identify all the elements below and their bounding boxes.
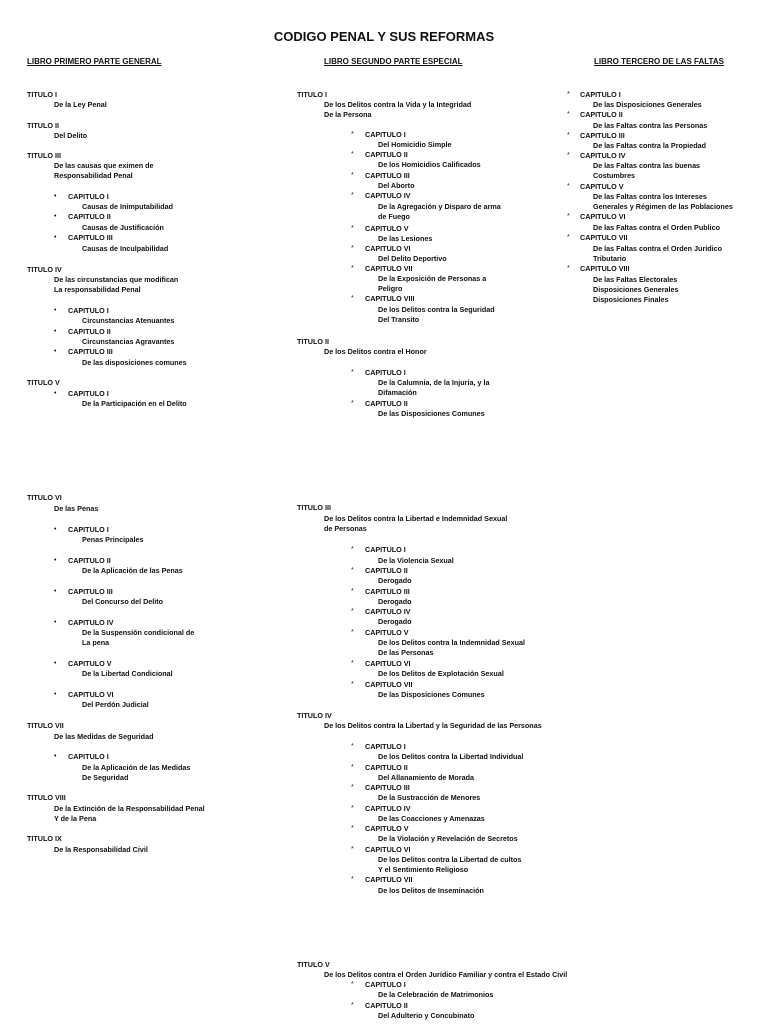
capitulo-description: Peligro xyxy=(378,284,403,293)
capitulo-label: CAPITULO VI xyxy=(365,659,411,668)
titulo-description: Del Delito xyxy=(54,131,88,140)
capitulo-description: Del Homicidio Simple xyxy=(378,140,452,149)
titulo-description: De los Delitos contra la Libertad y la Seguridad de las Personas xyxy=(324,721,542,730)
capitulo-description: De las Coacciones y Amenazas xyxy=(378,814,485,823)
capitulo-label: CAPITULO I xyxy=(580,90,621,99)
capitulo-description: Del Concurso del Delito xyxy=(82,597,164,606)
bullet-marker: * xyxy=(351,1002,354,1009)
capitulo-label: CAPITULO VII xyxy=(365,875,413,884)
capitulo-label: CAPITULO IV xyxy=(365,191,411,200)
capitulo-description: De las Disposiciones Generales xyxy=(593,100,702,109)
capitulo-label: CAPITULO IV xyxy=(365,804,411,813)
capitulo-description: Y el Sentimiento Religioso xyxy=(378,865,469,874)
capitulo-description: Circunstancias Atenuantes xyxy=(82,316,175,325)
capitulo-label: CAPITULO I xyxy=(68,306,109,315)
capitulo-description: Penas Principales xyxy=(82,535,144,544)
bullet-marker: * xyxy=(351,784,354,791)
titulo-description: De las Penas xyxy=(54,504,99,513)
bullet-marker: * xyxy=(351,660,354,667)
capitulo-description: La pena xyxy=(82,638,110,647)
book-one-heading: LIBRO PRIMERO PARTE GENERAL xyxy=(27,57,162,66)
capitulo-label: CAPITULO VIII xyxy=(365,294,415,303)
titulo-description: De los Delitos contra el Orden Jurídico Familiar y contra el Estado Civil xyxy=(324,970,568,979)
book-two-heading: LIBRO SEGUNDO PARTE ESPECIAL xyxy=(324,57,463,66)
capitulo-description: De las disposiciones comunes xyxy=(82,358,187,367)
capitulo-label: CAPITULO IV xyxy=(365,607,411,616)
titulo-description: De la Responsabilidad Civil xyxy=(54,845,148,854)
bullet-marker: * xyxy=(567,265,570,272)
capitulo-description: De las Faltas contra la Propiedad xyxy=(593,141,707,150)
capitulo-description: De los Delitos contra la Libertad de cultos xyxy=(378,855,522,864)
capitulo-description: De las Disposiciones Comunes xyxy=(378,409,485,418)
capitulo-description: Causas de Inculpabilidad xyxy=(82,244,169,253)
capitulo-label: CAPITULO II xyxy=(365,763,408,772)
titulo-heading: TITULO IV xyxy=(27,265,62,274)
bullet-marker: * xyxy=(351,172,354,179)
capitulo-label: CAPITULO VII xyxy=(365,264,413,273)
capitulo-description: De los Delitos de Explotación Sexual xyxy=(378,669,504,678)
bullet-marker: * xyxy=(351,546,354,553)
titulo-description: Y de la Pena xyxy=(54,814,97,823)
capitulo-label: CAPITULO I xyxy=(365,545,406,554)
bullet-marker: * xyxy=(567,213,570,220)
bullet-marker: • xyxy=(54,348,57,355)
capitulo-label: CAPITULO VI xyxy=(68,690,114,699)
capitulo-description: De la Violencia Sexual xyxy=(378,556,454,565)
bullet-marker: * xyxy=(351,588,354,595)
bullet-marker: * xyxy=(351,846,354,853)
capitulo-description: Disposiciones Generales xyxy=(593,285,679,294)
bullet-marker: • xyxy=(54,660,57,667)
capitulo-label: CAPITULO III xyxy=(365,171,410,180)
bullet-marker: * xyxy=(351,225,354,232)
capitulo-label: CAPITULO I xyxy=(68,752,109,761)
capitulo-description: Derogado xyxy=(378,597,412,606)
capitulo-description: De la Aplicación de las Medidas xyxy=(82,763,191,772)
titulo-heading: TITULO VI xyxy=(27,493,62,502)
titulo-heading: TITULO II xyxy=(27,121,59,130)
capitulo-description: Difamación xyxy=(378,388,417,397)
capitulo-description: De la Calumnia, de la Injuria, y la xyxy=(378,378,490,387)
capitulo-label: CAPITULO II xyxy=(68,212,111,221)
capitulo-description: Del Adulterio y Concubinato xyxy=(378,1011,475,1020)
titulo-heading: TITULO I xyxy=(297,90,327,99)
bullet-marker: * xyxy=(351,681,354,688)
titulo-description: De las causas que eximen de xyxy=(54,161,154,170)
bullet-marker: • xyxy=(54,234,57,241)
capitulo-label: CAPITULO V xyxy=(365,224,409,233)
bullet-marker: • xyxy=(54,390,57,397)
capitulo-label: CAPITULO II xyxy=(365,399,408,408)
titulo-heading: TITULO III xyxy=(27,151,61,160)
bullet-marker: • xyxy=(54,753,57,760)
capitulo-description: De los Delitos de Inseminación xyxy=(378,886,484,895)
bullet-marker: * xyxy=(351,764,354,771)
titulo-description: De la Persona xyxy=(324,110,372,119)
bullet-marker: • xyxy=(54,328,57,335)
bullet-marker: * xyxy=(351,743,354,750)
capitulo-label: CAPITULO I xyxy=(68,389,109,398)
capitulo-label: CAPITULO III xyxy=(68,233,113,242)
capitulo-label: CAPITULO IV xyxy=(580,151,626,160)
document-title: CODIGO PENAL Y SUS REFORMAS xyxy=(273,29,495,44)
titulo-heading: TITULO VII xyxy=(27,721,64,730)
titulo-description: De las circunstancias que modifican xyxy=(54,275,179,284)
titulo-description: De las Medidas de Seguridad xyxy=(54,732,154,741)
capitulo-description: De las Faltas contra las buenas xyxy=(593,161,701,170)
capitulo-description: De la Participación en el Delito xyxy=(82,399,187,408)
capitulo-label: CAPITULO III xyxy=(365,587,410,596)
titulo-description: La responsabilidad Penal xyxy=(54,285,141,294)
capitulo-description: Del Perdón Judicial xyxy=(82,700,149,709)
capitulo-label: CAPITULO IV xyxy=(68,618,114,627)
capitulo-description: De la Aplicación de las Penas xyxy=(82,566,183,575)
titulo-heading: TITULO IX xyxy=(27,834,62,843)
capitulo-label: CAPITULO II xyxy=(365,150,408,159)
capitulo-label: CAPITULO III xyxy=(365,783,410,792)
capitulo-description: De las Faltas contra las Personas xyxy=(593,121,708,130)
capitulo-description: Derogado xyxy=(378,617,412,626)
capitulo-label: CAPITULO III xyxy=(580,131,625,140)
capitulo-description: Del Delito Deportivo xyxy=(378,254,447,263)
capitulo-description: Disposiciones Finales xyxy=(593,295,669,304)
capitulo-label: CAPITULO V xyxy=(580,182,624,191)
titulo-heading: TITULO V xyxy=(297,960,330,969)
bullet-marker: * xyxy=(567,234,570,241)
bullet-marker: • xyxy=(54,193,57,200)
titulo-description: De los Delitos contra la Vida y la Integridad xyxy=(324,100,472,109)
capitulo-label: CAPITULO II xyxy=(365,566,408,575)
capitulo-description: De la Violación y Revelación de Secretos xyxy=(378,834,518,843)
capitulo-label: CAPITULO III xyxy=(68,587,113,596)
capitulo-description: De las Faltas contra el Orden Publico xyxy=(593,223,721,232)
capitulo-description: De la Suspensión condicional de xyxy=(82,628,195,637)
capitulo-description: Costumbres xyxy=(593,171,635,180)
capitulo-description: Circunstancias Agravantes xyxy=(82,337,175,346)
bullet-marker: * xyxy=(351,295,354,302)
bullet-marker: * xyxy=(351,131,354,138)
capitulo-description: De las Disposiciones Comunes xyxy=(378,690,485,699)
capitulo-label: CAPITULO I xyxy=(68,192,109,201)
capitulo-description: De la Exposición de Personas a xyxy=(378,274,487,283)
capitulo-label: CAPITULO II xyxy=(68,327,111,336)
bullet-marker: * xyxy=(351,151,354,158)
capitulo-label: CAPITULO V xyxy=(365,824,409,833)
bullet-marker: * xyxy=(351,400,354,407)
titulo-heading: TITULO VIII xyxy=(27,793,66,802)
capitulo-description: De los Delitos contra la Indemnidad Sexual xyxy=(378,638,525,647)
titulo-description: De los Delitos contra el Honor xyxy=(324,347,427,356)
bullet-marker: • xyxy=(54,307,57,314)
bullet-marker: * xyxy=(351,369,354,376)
titulo-heading: TITULO I xyxy=(27,90,57,99)
capitulo-label: CAPITULO V xyxy=(68,659,112,668)
bullet-marker: * xyxy=(351,629,354,636)
capitulo-label: CAPITULO VI xyxy=(365,845,411,854)
capitulo-description: De Seguridad xyxy=(82,773,129,782)
bullet-marker: * xyxy=(351,805,354,812)
bullet-marker: • xyxy=(54,557,57,564)
capitulo-description: Generales y Régimen de las Poblaciones xyxy=(593,202,733,211)
capitulo-label: CAPITULO I xyxy=(365,742,406,751)
capitulo-label: CAPITULO III xyxy=(68,347,113,356)
bullet-marker: * xyxy=(567,152,570,159)
titulo-heading: TITULO III xyxy=(297,503,331,512)
capitulo-description: Tributario xyxy=(593,254,627,263)
capitulo-description: De las Faltas Electorales xyxy=(593,275,678,284)
capitulo-description: Causas de Inimputabilidad xyxy=(82,202,174,211)
bullet-marker: * xyxy=(567,132,570,139)
titulo-description: de Personas xyxy=(324,524,367,533)
capitulo-description: De la Libertad Condicional xyxy=(82,669,173,678)
bullet-marker: * xyxy=(567,91,570,98)
capitulo-description: De la Celebración de Matrimonios xyxy=(378,990,494,999)
bullet-marker: * xyxy=(351,876,354,883)
bullet-marker: * xyxy=(351,825,354,832)
capitulo-label: CAPITULO II xyxy=(580,110,623,119)
capitulo-description: De la Agregación y Disparo de arma xyxy=(378,202,501,211)
capitulo-label: CAPITULO II xyxy=(365,1001,408,1010)
bullet-marker: * xyxy=(351,567,354,574)
capitulo-label: CAPITULO II xyxy=(68,556,111,565)
capitulo-description: De los Delitos contra la Libertad Individual xyxy=(378,752,524,761)
bullet-marker: • xyxy=(54,691,57,698)
capitulo-description: Causas de Justificación xyxy=(82,223,164,232)
bullet-marker: * xyxy=(351,192,354,199)
titulo-description: De la Ley Penal xyxy=(54,100,107,109)
capitulo-label: CAPITULO VII xyxy=(580,233,628,242)
capitulo-label: CAPITULO V xyxy=(365,628,409,637)
titulo-description: De los Delitos contra la Libertad e Indemnidad Sexual xyxy=(324,514,508,523)
capitulo-description: De las Lesiones xyxy=(378,234,433,243)
capitulo-description: De las Faltas contra el Orden Jurídico xyxy=(593,244,723,253)
capitulo-label: CAPITULO VIII xyxy=(580,264,630,273)
capitulo-description: Del Allanamiento de Morada xyxy=(378,773,474,782)
capitulo-description: Del Aborto xyxy=(378,181,415,190)
bullet-marker: • xyxy=(54,588,57,595)
capitulo-label: CAPITULO I xyxy=(365,980,406,989)
bullet-marker: * xyxy=(351,981,354,988)
bullet-marker: • xyxy=(54,213,57,220)
capitulo-label: CAPITULO I xyxy=(68,525,109,534)
capitulo-description: De los Delitos contra la Seguridad xyxy=(378,305,495,314)
bullet-marker: * xyxy=(351,608,354,615)
bullet-marker: * xyxy=(351,245,354,252)
titulo-heading: TITULO II xyxy=(297,337,329,346)
titulo-description: Responsabilidad Penal xyxy=(54,171,133,180)
titulo-heading: TITULO IV xyxy=(297,711,332,720)
capitulo-description: De los Homicidios Calificados xyxy=(378,160,481,169)
capitulo-description: De las Personas xyxy=(378,648,434,657)
capitulo-label: CAPITULO I xyxy=(365,368,406,377)
bullet-marker: * xyxy=(567,111,570,118)
book-three-heading: LIBRO TERCERO DE LAS FALTAS xyxy=(594,57,724,66)
capitulo-label: CAPITULO I xyxy=(365,130,406,139)
capitulo-description: Del Transito xyxy=(378,315,420,324)
bullet-marker: • xyxy=(54,526,57,533)
capitulo-label: CAPITULO VI xyxy=(365,244,411,253)
capitulo-description: Derogado xyxy=(378,576,412,585)
capitulo-description: de Fuego xyxy=(378,212,410,221)
capitulo-description: De las Faltas contra los Intereses xyxy=(593,192,707,201)
bullet-marker: * xyxy=(351,265,354,272)
capitulo-label: CAPITULO VII xyxy=(365,680,413,689)
capitulo-label: CAPITULO VI xyxy=(580,212,626,221)
bullet-marker: • xyxy=(54,619,57,626)
bullet-marker: * xyxy=(567,183,570,190)
titulo-heading: TITULO V xyxy=(27,378,60,387)
capitulo-description: De la Sustracción de Menores xyxy=(378,793,481,802)
titulo-description: De la Extinción de la Responsabilidad Penal xyxy=(54,804,205,813)
